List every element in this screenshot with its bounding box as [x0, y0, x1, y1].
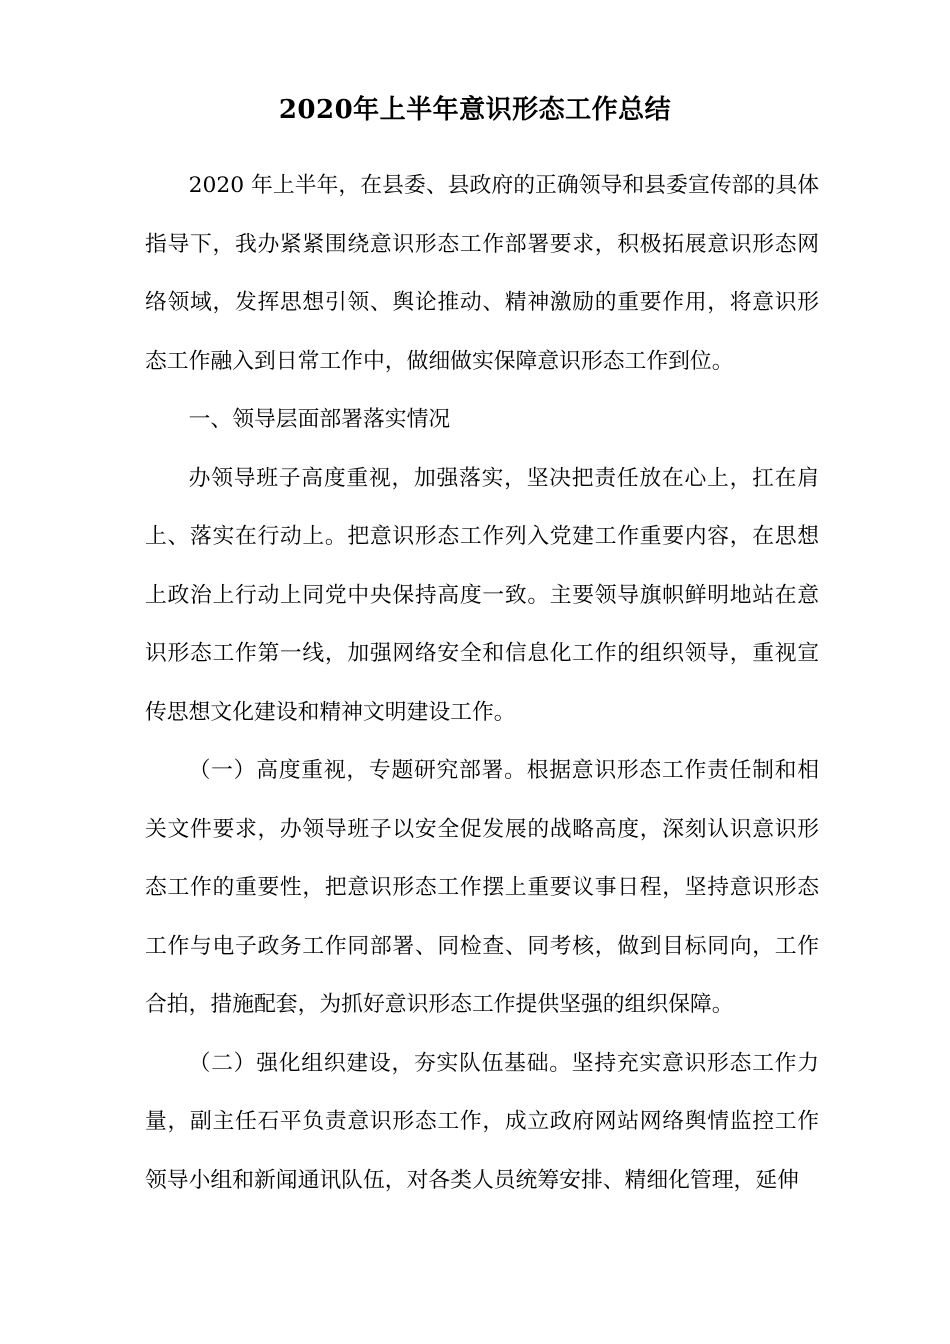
document-title: 2020年上半年意识形态工作总结: [278, 95, 672, 125]
intro-paragraph: 2020 年上半年，在县委、县政府的正确领导和县委宣传部的具体指导下，我办紧紧围绕意识形态工作部署要求，积极拓展意识形态网络领域，发挥思想引领、舆论推动、精神激励的重要作用，将意识形态工作融入到日常工作中，做细做实保障意识形态工作到位。: [145, 173, 819, 374]
leadership-paragraph: 办领导班子高度重视，加强落实，坚决把责任放在心上，扛在肩上、落实在行动上。把意识形态工作列入党建工作重要内容，在思想上政治上行动上同党中央保持高度一致。主要领导旗帜鲜明地站在意识形态工作第一线，加强网络安全和信息化工作的组织领导，重视宣传思想文化建设和精神文明建设工作。: [145, 465, 819, 725]
item-two-paragraph: （二）强化组织建设，夯实队伍基础。坚持充实意识形态工作力量，副主任石平负责意识形态工作，成立政府网站网络舆情监控工作领导小组和新闻通讯队伍，对各类人员统筹安排、精细化管理，延伸: [145, 1050, 819, 1193]
item-one-paragraph: （一）高度重视，专题研究部署。根据意识形态工作责任制和相关文件要求，办领导班子以安全促发展的战略高度，深刻认识意识形态工作的重要性，把意识形态工作摆上重要议事日程，坚持意识形态工作与电子政务工作同部署、同检查、同考核，做到目标同向，工作合拍，措施配套，为抓好意识形态工作提供坚强的组织保障。: [145, 758, 819, 1017]
document-body: [145, 157, 819, 1210]
section-heading-leadership: 一、领导层面部署落实情况: [188, 407, 451, 432]
